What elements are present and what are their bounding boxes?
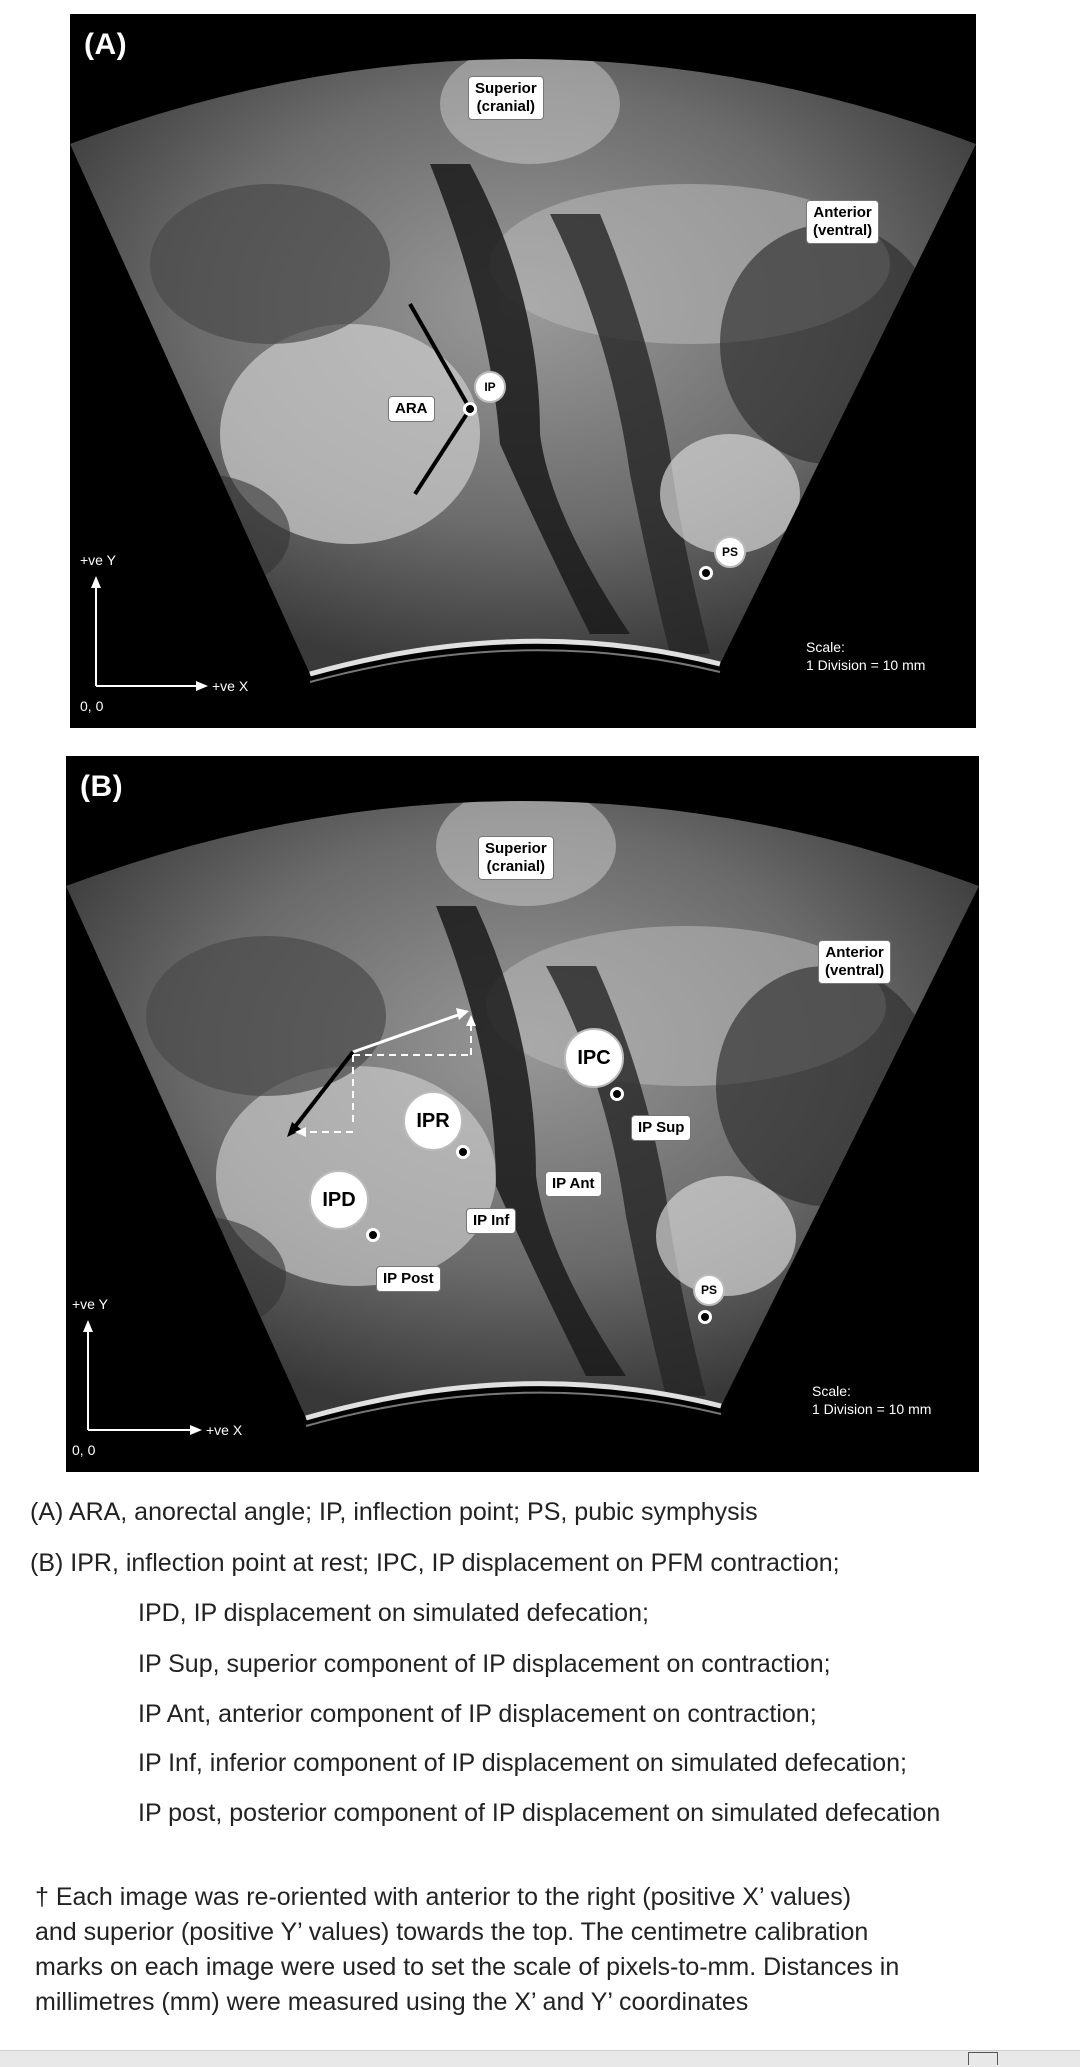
anterior-label-b-line1: Anterior [825,944,884,961]
axis-y-label-b: +ve Y [72,1296,108,1312]
superior-label-b-line2: (cranial) [486,858,546,875]
footnote-line2: and superior (positive Y’ values) towards the top. The centimetre calibration [35,1918,869,1946]
axis-x-label: +ve X [212,678,249,694]
ps-label: PS [714,536,746,568]
legend-line-ip-post: IP post, posterior component of IP displacement on simulated defecation [138,1799,941,1827]
ip-inf-label: IP Inf [466,1208,516,1234]
axis-y-label: +ve Y [80,552,116,568]
scale-label-line2: 1 Division = 10 mm [806,657,926,673]
bottom-toolbar [0,2050,1080,2067]
footnote [35,1880,1055,2020]
footnote-line4: millimetres (mm) were measured using the X’ and Y’ coordinates [35,1988,749,2016]
axis-x-label-b: +ve X [206,1422,243,1438]
scale-label-b [812,1382,931,1418]
legend-line-b: (B) IPR, inflection point at rest; IPC, IP displacement on PFM contraction; [30,1549,840,1577]
superior-label-line2: (cranial) [476,98,536,115]
panel-a-letter: (A) [84,28,128,61]
legend-line-ip-sup: IP Sup, superior component of IP displacement on contraction; [138,1650,831,1678]
anterior-label-b [818,940,891,984]
ip-post-label: IP Post [376,1266,441,1292]
ipd-marker [366,1228,380,1242]
footnote-line3: marks on each image were used to set the scale of pixels-to-mm. Distances in [35,1953,900,1981]
legend-line-ip-inf: IP Inf, inferior component of IP displacement on simulated defecation; [138,1749,907,1777]
ps-marker-b [698,1310,712,1324]
ip-label: IP [474,371,506,403]
ps-marker [699,566,713,580]
anterior-label [806,200,879,244]
expand-icon[interactable] [968,2052,998,2065]
scale-label-b-line1: Scale: [812,1383,851,1399]
anterior-label-line2: (ventral) [813,222,873,239]
scale-label [806,638,925,674]
origin-label: 0, 0 [80,698,104,714]
legend-line-ipd: IPD, IP displacement on simulated defecation; [138,1599,649,1627]
superior-label [468,76,544,120]
ultrasound-image-a [70,14,976,728]
legend-line-a: (A) ARA, anorectal angle; IP, inflection point; PS, pubic symphysis [30,1498,758,1526]
scale-label-b-line2: 1 Division = 10 mm [812,1401,932,1417]
ipc-label: IPC [564,1028,624,1088]
superior-label-b [478,836,554,880]
anterior-label-b-line2: (ventral) [825,962,885,979]
footnote-line1: † Each image was re-oriented with anterior to the right (positive X’ values) [35,1883,852,1911]
ipd-label: IPD [309,1170,369,1230]
origin-label-b: 0, 0 [72,1442,96,1458]
ara-label: ARA [388,396,435,422]
ultrasound-panel-a [70,14,976,728]
superior-label-b-line1: Superior [485,840,547,857]
ip-ant-label: IP Ant [545,1171,602,1197]
ipr-marker [456,1145,470,1159]
legend-line-ip-ant: IP Ant, anterior component of IP displacement on contraction; [138,1700,817,1728]
panel-b-letter: (B) [80,770,124,803]
ipr-label: IPR [403,1091,463,1151]
superior-label-line1: Superior [475,80,537,97]
anterior-label-line1: Anterior [813,204,872,221]
ps-label-b: PS [693,1274,725,1306]
ipc-marker [610,1087,624,1101]
ip-sup-label: IP Sup [631,1115,691,1141]
ip-marker [463,402,477,416]
scale-label-line1: Scale: [806,639,845,655]
ultrasound-panel-b [66,756,979,1472]
